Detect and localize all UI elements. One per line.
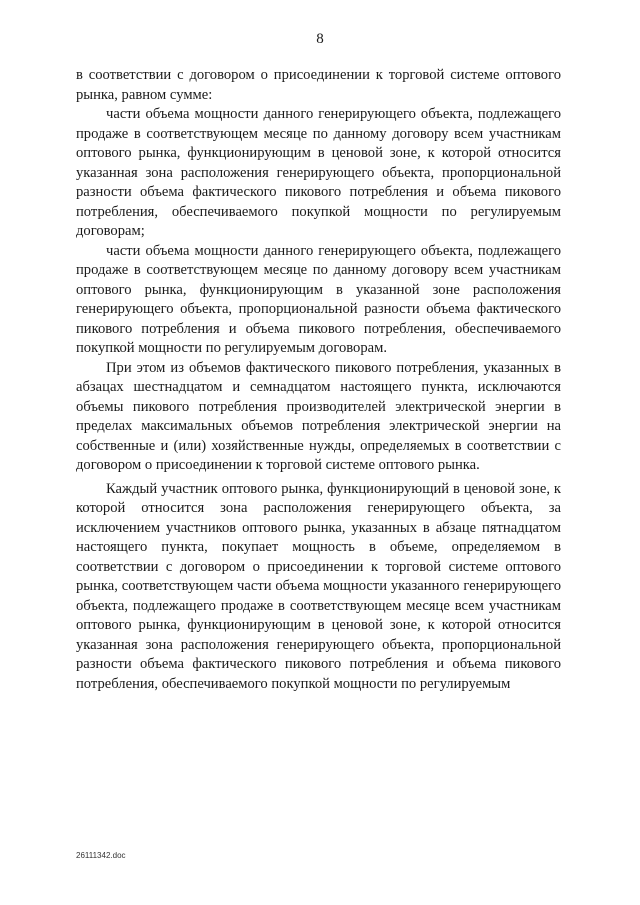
footer-filename: 26111342.doc — [76, 851, 126, 860]
paragraph-participant-purchase: Каждый участник оптового рынка, функционирующий в ценовой зоне, к которой относится зона расположения генерирующего объекта, за исключением участников оптового рынка, указанных в абзаце пятнадцатом настоящего пункта, покупает мощность в объеме, определяемом в соответствии с договором о присоединении к торговой системе оптового рынка, соответствующем части объема мощности указанного генерирующего объекта, подлежащего продаже в соответствующем месяце всем участникам оптового рынка, функционирующим в ценовой зоне, к которой относится указанная зона расположения генерирующего объекта, пропорциональной разности объема фактического пикового потребления и объема пикового потребления, обеспечиваемого покупкой мощности по регулируемым — [76, 480, 561, 692]
paragraph-item-1: части объема мощности данного генерирующего объекта, подлежащего продаже в соответствующем месяце по данному договору всем участникам оптового рынка, функционирующим в ценовой зоне, к которой относится указанная зона расположения генерирующего объекта, пропорциональной разности объема фактического пикового потребления и объема пикового потребления, обеспечиваемого покупкой мощности по регулируемым договорам; — [76, 106, 561, 239]
paragraph-exclusion: При этом из объемов фактического пикового потребления, указанных в абзацах шестнадцатом и семнадцатом настоящего пункта, исключаются объемы пикового потребления производителей электрической энергии в пределах максимальных объемов потребления электрической энергии на собственные и (или) хозяйственные нужды, определяемых в соответствии с договором о присоединении к торговой системе оптового рынка. — [76, 359, 561, 473]
paragraph-continuation: в соответствии с договором о присоединении к торговой системе оптового рынка, равном сумме: — [76, 67, 561, 103]
paragraph-item-2: части объема мощности данного генерирующего объекта, подлежащего продаже в соответствующем месяце по данному договору всем участникам оптового рынка, функционирующим в указанной зоне расположения генерирующего объекта, пропорциональной разности объема фактического пикового потребления и объема пикового потребления, обеспечиваемого покупкой мощности по регулируемым договорам. — [76, 242, 561, 356]
document-body — [76, 66, 561, 694]
page-number: 8 — [316, 31, 324, 47]
